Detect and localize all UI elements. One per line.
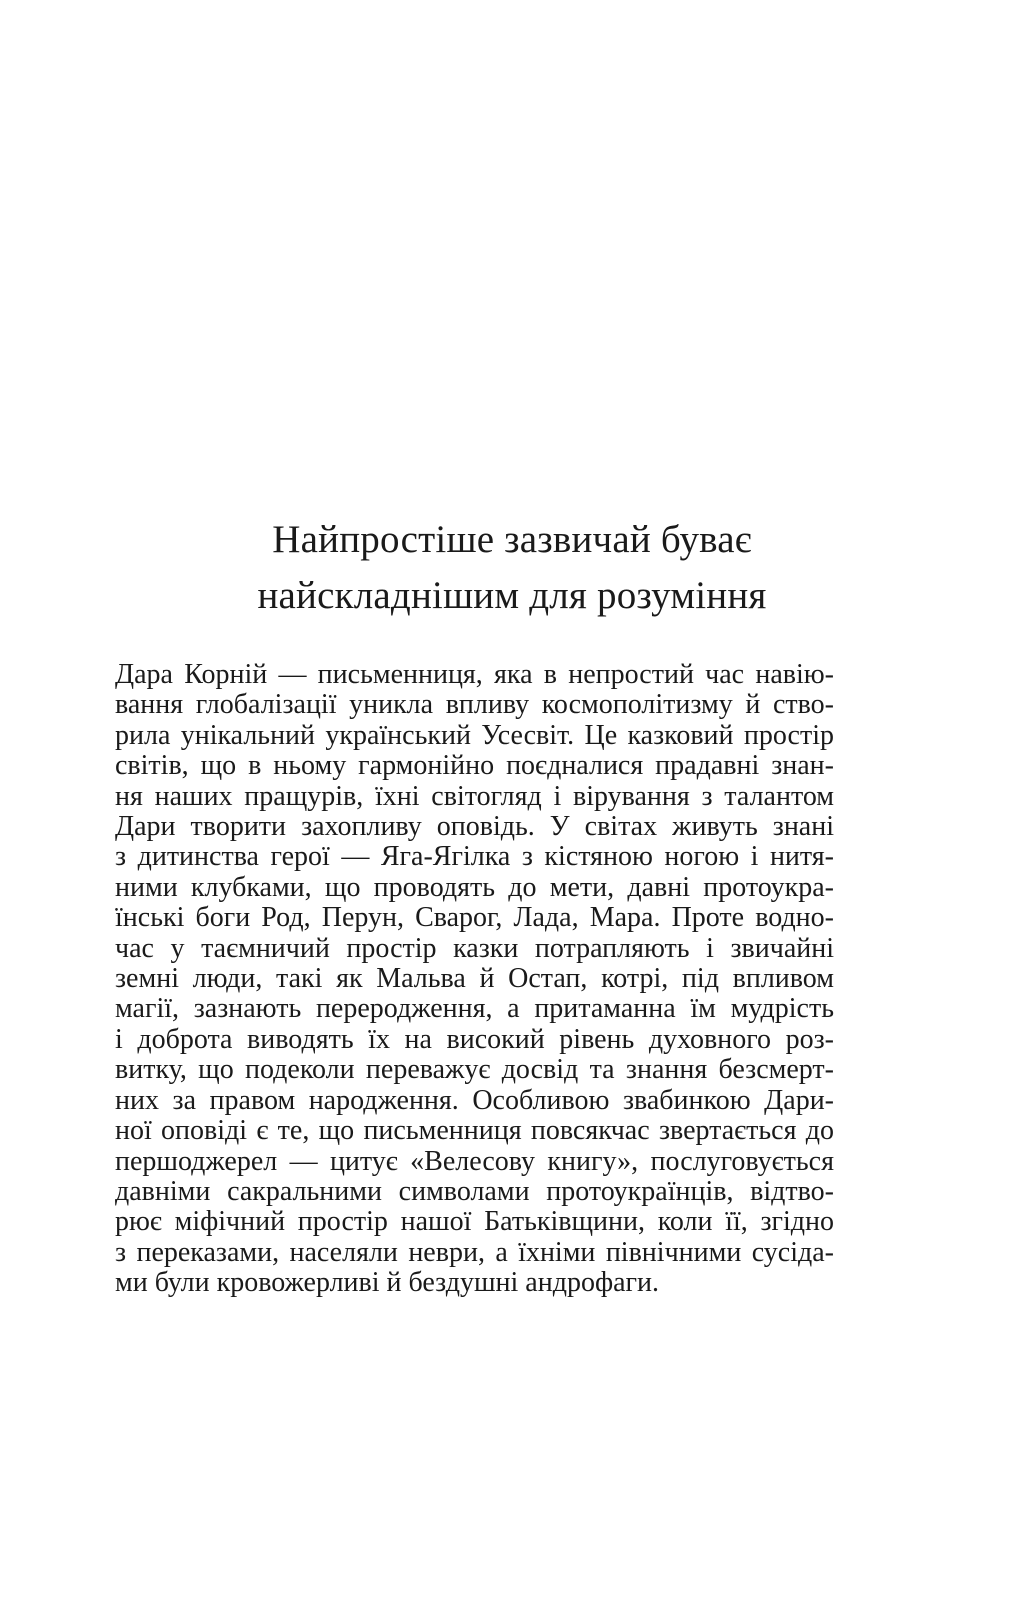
text-line: ної оповіді є те, що письменниця повсякчас звертається до xyxy=(115,1115,834,1147)
text-line: земні люди, такі як Мальва й Остап, котрі, під впливом xyxy=(115,963,834,995)
text-line: їнські боги Род, Перун, Сварог, Лада, Мара. Проте водно- xyxy=(115,902,834,934)
text-line: і доброта виводять їх на високий рівень духовного роз- xyxy=(115,1023,834,1055)
text-line: ними клубками, що проводять до мети, давні протоукра- xyxy=(115,871,834,903)
text-line: рює міфічний простір нашої Батьківщини, коли її, згідно xyxy=(115,1206,834,1238)
text-line: магії, зазнають переродження, а притаманна їм мудрість xyxy=(115,993,834,1025)
text-line: з дитинства герої — Яга-Ягілка з кістяною ногою і нитя- xyxy=(115,841,834,873)
text-line: Дара Корній — письменниця, яка в непростий час навію- xyxy=(115,659,834,690)
text-line: Дари творити захопливу оповідь. У світах живуть знані xyxy=(115,811,834,843)
text-line: них за правом народження. Особливою звабинкою Дари- xyxy=(115,1084,834,1116)
chapter-heading xyxy=(0,512,1024,624)
text-line: давніми сакральними символами протоукраїнців, відтво- xyxy=(115,1175,834,1207)
text-line: з переказами, населяли неври, а їхніми північними сусіда- xyxy=(115,1236,834,1268)
text-line: першоджерел — цитує «Велесову книгу», послуговується xyxy=(115,1145,834,1177)
body-paragraph xyxy=(115,660,834,1299)
text-line: вання глобалізації уникла впливу космополітизму й ство- xyxy=(115,689,834,721)
text-line: ня наших пращурів, їхні світогляд і вірування з талантом xyxy=(115,780,834,812)
text-line: час у таємничий простір казки потрапляють і звичайні xyxy=(115,932,834,964)
heading-line: Найпростіше зазвичай буває xyxy=(272,518,752,561)
heading-line: найскладнішим для розуміння xyxy=(257,574,767,617)
text-line: світів, що в ньому гармонійно поєдналися прадавні знан- xyxy=(115,750,834,782)
text-line: рила унікальний український Усесвіт. Це казковий простір xyxy=(115,719,834,751)
text-line: витку, що подеколи переважує досвід та знання безсмерт- xyxy=(115,1054,834,1086)
text-line: ми були кровожерливі й бездушні андрофаги. xyxy=(115,1267,659,1299)
